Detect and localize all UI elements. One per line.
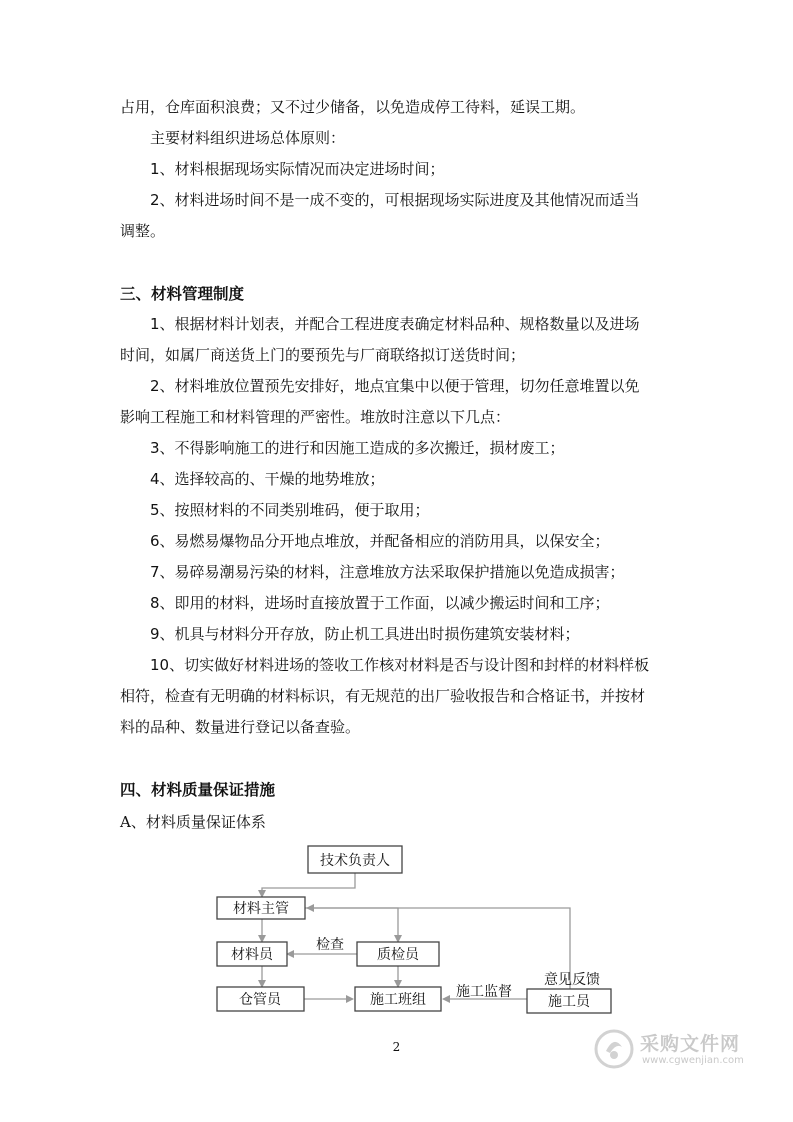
rule-line: 10、切实做好材料进场的签收工作核对材料是否与设计图和封样的材料样板 [150, 656, 650, 674]
edge-label-feedback: 意见反馈 [544, 972, 600, 988]
node-material-supervisor-label: 材料主管 [233, 901, 289, 917]
section-heading-quality-measures: 四、材料质量保证措施 [120, 781, 276, 799]
edge-tech-to-supervisor [262, 873, 355, 897]
watermark-url: www.cgwenjian.com [642, 1055, 744, 1066]
paragraph-line: 2、材料进场时间不是一成不变的，可根据现场实际进度及其他情况而适当 [150, 191, 640, 209]
node-warehouse-keeper-label: 仓管员 [239, 992, 281, 1008]
section-heading-material-management: 三、材料管理制度 [120, 285, 245, 303]
subsection-heading: A、材料质量保证体系 [120, 813, 266, 831]
node-tech-lead-label: 技术负责人 [320, 853, 390, 869]
node-constructor-label: 施工员 [548, 994, 590, 1010]
rule-line: 5、按照材料的不同类别堆码，便于取用； [150, 501, 430, 519]
rule-line: 3、不得影响施工的进行和因施工造成的多次搬迁，损材废工； [150, 439, 565, 457]
edge-label-inspect: 检查 [316, 937, 344, 953]
rule-line: 时间，如属厂商送货上门的要预先与厂商联络拟订送货时间； [120, 346, 526, 364]
paragraph-line: 1、材料根据现场实际情况而决定进场时间； [150, 160, 445, 178]
rule-line: 6、易燃易爆物品分开地点堆放，并配备相应的消防用具，以保安全； [150, 532, 610, 550]
rule-line: 2、材料堆放位置预先安排好，地点宜集中以便于管理，切勿任意堆置以免 [150, 377, 640, 395]
rule-line: 9、机具与材料分开存放，防止机工具进出时损伤建筑安装材料； [150, 625, 580, 643]
paragraph-line: 占用，仓库面积浪费；又不过少储备，以免造成停工待料，延误工期。 [120, 98, 586, 116]
paragraph-line: 主要材料组织进场总体原则： [150, 129, 346, 147]
node-material-clerk-label: 材料员 [231, 947, 273, 963]
rule-line: 1、根据材料计划表，并配合工程进度表确定材料品种、规格数量以及进场 [150, 315, 640, 333]
watermark-name: 采购文件网 [640, 1033, 741, 1055]
page-number: 2 [392, 1040, 401, 1054]
node-quality-inspector-label: 质检员 [377, 947, 419, 963]
rule-line: 相符，检查有无明确的材料标识，有无规范的出厂验收报告和合格证书，并按材 [120, 687, 646, 705]
rule-line: 8、即用的材料，进场时直接放置于工作面，以减少搬运时间和工序； [150, 594, 610, 612]
paragraph-line: 调整。 [120, 222, 166, 240]
watermark [592, 1027, 762, 1073]
edge-label-supervise: 施工监督 [456, 984, 512, 1000]
rule-line: 料的品种、数量进行登记以备查验。 [120, 718, 361, 736]
node-work-team-label: 施工班组 [370, 992, 426, 1008]
rule-line: 4、选择较高的、干燥的地势堆放； [150, 470, 385, 488]
rule-line: 影响工程施工和材料管理的严密性。堆放时注意以下几点： [120, 408, 511, 426]
watermark-logo-icon [592, 1027, 636, 1071]
rule-line: 7、易碎易潮易污染的材料，注意堆放方法采取保护措施以免造成损害； [150, 563, 625, 581]
